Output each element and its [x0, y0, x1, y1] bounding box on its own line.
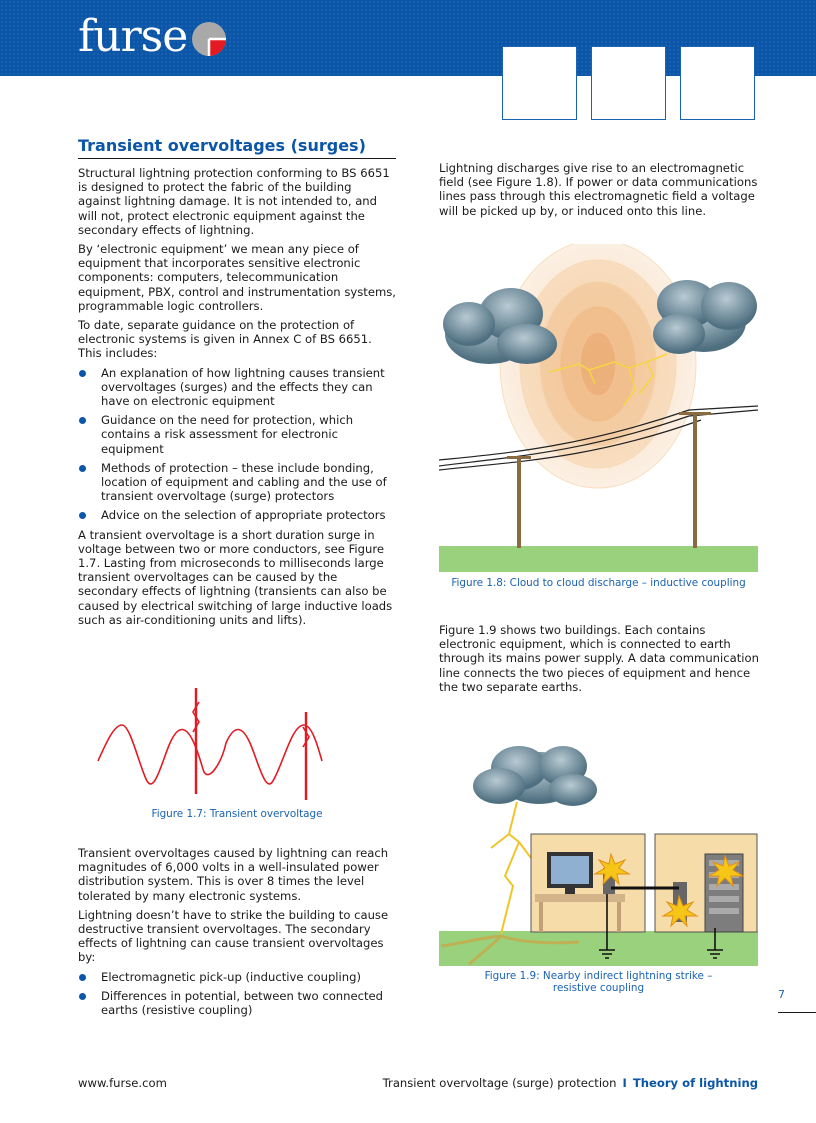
logo-wordmark: furse [78, 11, 188, 62]
left-column-lower [78, 846, 396, 1022]
figure-1-7-transient-waveform [90, 682, 330, 800]
list-item: Methods of protection – these include bonding, location of equipment and cabling and the use of transient overvoltage (surge) protectors [78, 461, 396, 504]
ground [439, 546, 758, 572]
list-item: Electromagnetic pick-up (inductive coupling) [78, 970, 396, 984]
paragraph: Lightning discharges give rise to an electromagnetic field (see Figure 1.8). If power or data communications lines pass through this electromagnetic field a voltage will be picked up by, or induced onto this line. [439, 161, 758, 218]
header-box-3 [680, 46, 755, 120]
figure-1-8-cloud-discharge [439, 244, 758, 572]
list-item: Advice on the selection of appropriate protectors [78, 508, 396, 522]
cloud-icon [473, 746, 597, 806]
transient-spike-2 [193, 702, 199, 732]
utility-pole-right [679, 412, 711, 548]
page-number: 7 [778, 988, 785, 1001]
paragraph: A transient overvoltage is a short duration surge in voltage between two or more conductors, see Figure 1.7. Lasting from microseconds to milliseconds large transient overvoltages can be caused by the secondary effects of lightning (transients can also be caused by electrical switching of large inductive loads such as air-conditioning units and lifts). [78, 527, 393, 627]
header-box-1 [502, 46, 577, 120]
figure-caption: Figure 1.7: Transient overvoltage [151, 808, 323, 820]
footer-separator: I [622, 1076, 627, 1090]
cloud-right-icon [653, 280, 757, 354]
list-item: Guidance on the need for protection, which contains a risk assessment for electronic equipment [78, 413, 396, 456]
desk [535, 894, 625, 902]
left-column [78, 166, 396, 632]
footer-url-link[interactable]: www.furse.com [78, 1076, 167, 1090]
figure-caption-line: resistive coupling [552, 982, 645, 994]
right-column [439, 161, 759, 223]
footer-doc-title: Transient overvoltage (surge) protection [382, 1076, 617, 1090]
footer-section-title: Theory of lightning [632, 1076, 758, 1090]
page-title: Transient overvoltages (surges) [78, 136, 396, 159]
figure-1-9-indirect-strike [439, 738, 758, 966]
figure-caption-line: Figure 1.9: Nearby indirect lightning strike – [484, 970, 713, 982]
page-number-rule [778, 1012, 816, 1013]
paragraph: Transient overvoltages caused by lightning can reach magnitudes of 6,000 volts in a well-insulated power distribution system. This is over 8 times the level tolerated by many electronic systems. [78, 846, 389, 903]
lightning-bolt [491, 802, 531, 934]
figure-caption [439, 970, 758, 994]
logo-globe-icon [191, 21, 227, 57]
paragraph: By ‘electronic equipment’ we mean any piece of equipment that incorporates sensitive electronic components: computers, telecommunication equipment, PBX, control and instrumentation systems, programmable logic controllers. [78, 242, 396, 313]
electromagnetic-field [500, 244, 696, 488]
paragraph: To date, separate guidance on the protection of electronic systems is given in Annex C of BS 6651. This includes: [78, 318, 372, 361]
utility-pole-left [507, 456, 531, 548]
furse-logo[interactable] [78, 11, 227, 62]
list-item: An explanation of how lightning causes transient overvoltages (surges) and the effects they can have on electronic equipment [78, 366, 396, 409]
list-item: Differences in potential, between two connected earths (resistive coupling) [78, 989, 396, 1017]
paragraph: Lightning doesn’t have to strike the building to cause destructive transient overvoltages. The secondary effects of lightning can cause transient overvoltages by: [78, 907, 389, 965]
right-column-middle [439, 623, 759, 699]
sine-wave [98, 725, 322, 784]
bullet-list [78, 970, 396, 1018]
paragraph: Structural lightning protection conforming to BS 6651 is designed to protect the fabric of the building against lightning damage. It is not intended to, and will not, protect electronic equipment against the secondary effects of lightning. [78, 166, 390, 237]
header-box-2 [591, 46, 666, 120]
footer-running-title [383, 1076, 758, 1090]
bullet-list [78, 366, 396, 523]
figure-caption: Figure 1.8: Cloud to cloud discharge – inductive coupling [451, 577, 746, 589]
paragraph: Figure 1.9 shows two buildings. Each contains electronic equipment, which is connected to earth through its mains power supply. A data communication line connects the two pieces of equipment and hence the two separate earths. [439, 623, 759, 694]
